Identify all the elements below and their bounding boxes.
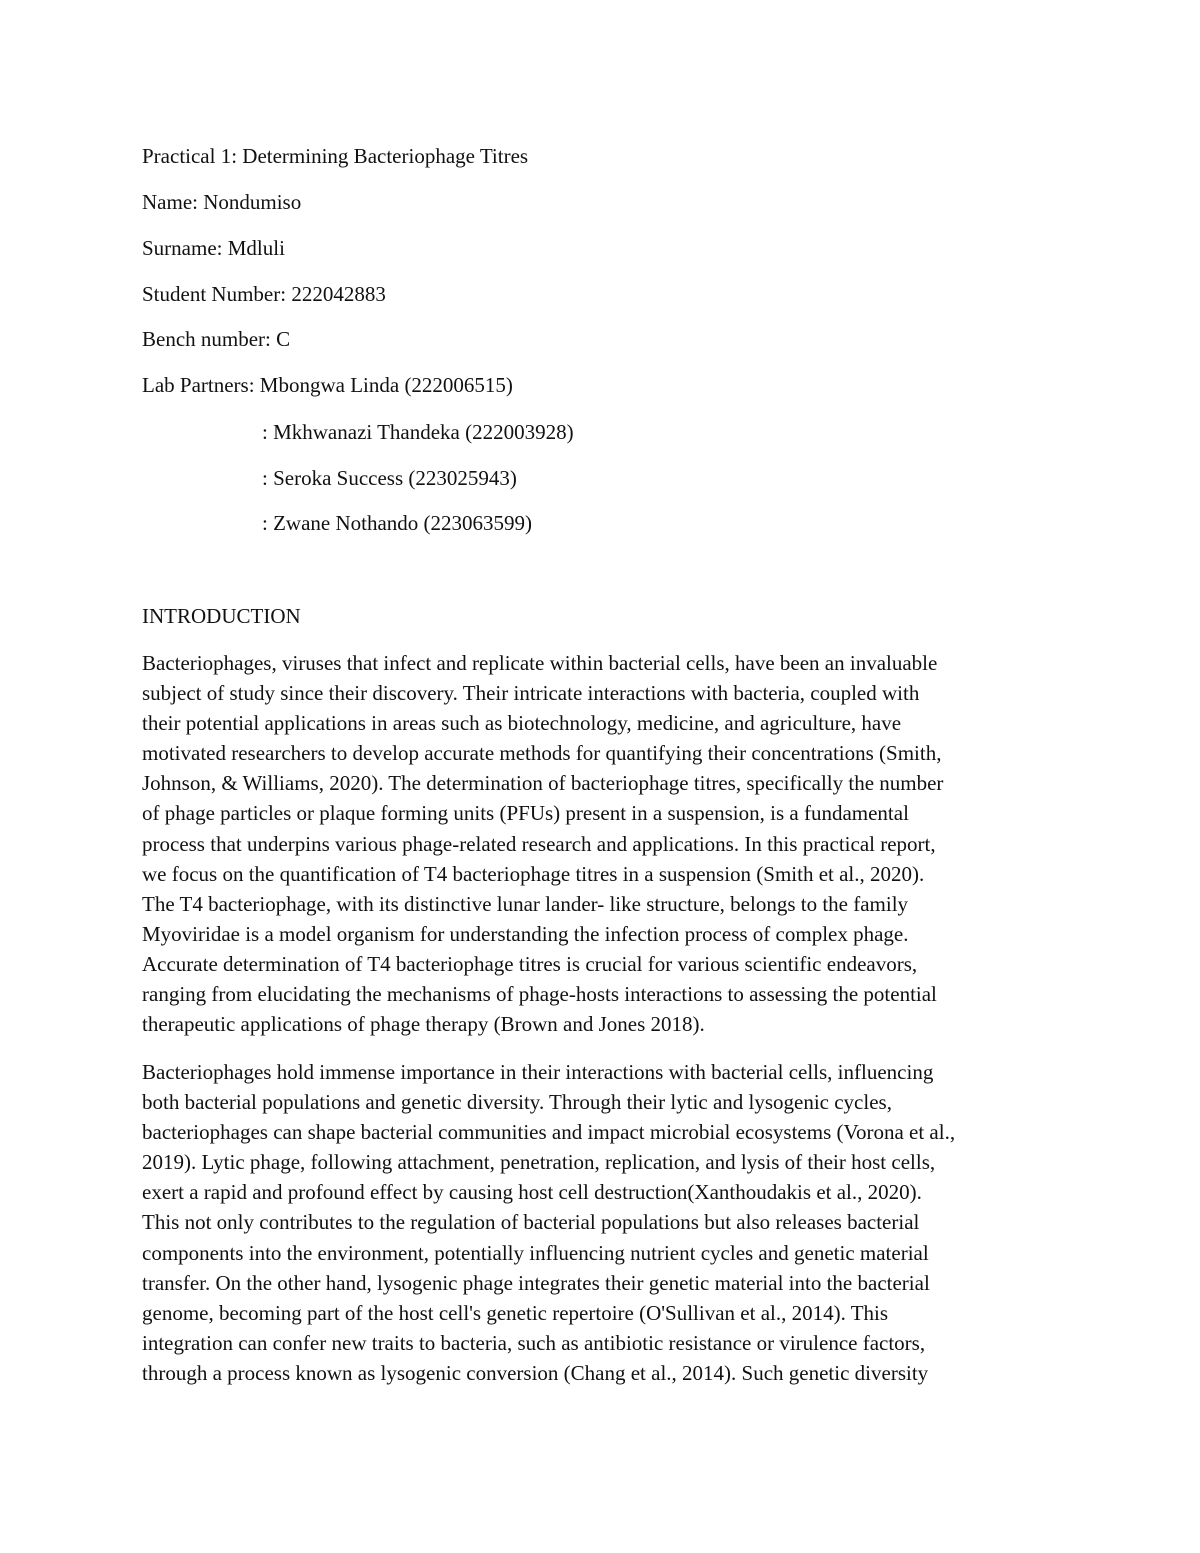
paragraph-line: components into the environment, potentially influencing nutrient cycles and genetic material bbox=[142, 1240, 929, 1265]
bench-number: Bench number: C bbox=[142, 327, 291, 351]
paragraph-line: transfer. On the other hand, lysogenic phage integrates their genetic material into the bacterial bbox=[142, 1270, 930, 1295]
lab-partners: Lab Partners: Mbongwa Linda (222006515) bbox=[142, 373, 513, 397]
lab-partner-line: : Mkhwanazi Thandeka (222003928) bbox=[262, 420, 574, 444]
student-number: Student Number: 222042883 bbox=[142, 282, 386, 306]
paragraph-line: their potential applications in areas such as biotechnology, medicine, and agriculture, have bbox=[142, 711, 902, 736]
lab-partner-line: : Seroka Success (223025943) bbox=[262, 466, 517, 490]
paragraph-line: both bacterial populations and genetic diversity. Through their lytic and lysogenic cycles, bbox=[142, 1090, 892, 1115]
paragraph-line: motivated researchers to develop accurate methods for quantifying their concentrations (Smith, bbox=[142, 741, 942, 766]
introduction-heading: INTRODUCTION bbox=[142, 604, 301, 628]
paragraph-line: Accurate determination of T4 bacteriophage titres is crucial for various scientific endeavors, bbox=[142, 951, 918, 976]
student-name: Name: Nondumiso bbox=[142, 190, 302, 214]
paragraph-line: integration can confer new traits to bacteria, such as antibiotic resistance or virulence factors, bbox=[142, 1330, 926, 1355]
paragraph-line: genome, becoming part of the host cell's genetic repertoire (O'Sullivan et al., 2014). This bbox=[142, 1300, 889, 1325]
paragraph-line: This not only contributes to the regulation of bacterial populations but also releases bacterial bbox=[142, 1210, 920, 1235]
paragraph-line: ranging from elucidating the mechanisms of phage-hosts interactions to assessing the potential bbox=[142, 982, 937, 1007]
paragraph-line: through a process known as lysogenic conversion (Chang et al., 2014). Such genetic diversity bbox=[142, 1360, 929, 1385]
paragraph-line: of phage particles or plaque forming units (PFUs) present in a suspension, is a fundamental bbox=[142, 801, 909, 826]
paragraph-line: exert a rapid and profound effect by causing host cell destruction(Xanthoudakis et al., 2020). bbox=[142, 1180, 922, 1205]
paragraph-line: we focus on the quantification of T4 bacteriophage titres in a suspension (Smith et al., 2020). bbox=[142, 861, 925, 886]
student-surname: Surname: Mdluli bbox=[142, 236, 285, 260]
paragraph-line: The T4 bacteriophage, with its distinctive lunar lander- like structure, belongs to the family bbox=[142, 891, 909, 916]
paragraph-line: 2019). Lytic phage, following attachment, penetration, replication, and lysis of their host cells, bbox=[142, 1150, 936, 1175]
intro-paragraph-2 bbox=[142, 1057, 1042, 1388]
lab-partner-line: : Zwane Nothando (223063599) bbox=[262, 511, 533, 535]
paragraph-line: subject of study since their discovery. Their intricate interactions with bacteria, coupled with bbox=[142, 681, 920, 706]
paragraph-line: Johnson, & Williams, 2020). The determination of bacteriophage titres, specifically the number bbox=[142, 771, 944, 796]
intro-paragraph-1 bbox=[142, 648, 1042, 1039]
paragraph-line: Myoviridae is a model organism for understanding the infection process of complex phage. bbox=[142, 921, 909, 946]
practical-title: Practical 1: Determining Bacteriophage Titres bbox=[142, 144, 529, 168]
paragraph-line: bacteriophages can shape bacterial communities and impact microbial ecosystems (Vorona et al., bbox=[142, 1120, 956, 1145]
paragraph-line: Bacteriophages, viruses that infect and replicate within bacterial cells, have been an invaluable bbox=[142, 651, 938, 675]
paragraph-line: Bacteriophages hold immense importance in their interactions with bacterial cells, influencing bbox=[142, 1060, 934, 1084]
paragraph-line: therapeutic applications of phage therapy (Brown and Jones 2018). bbox=[142, 1012, 705, 1037]
paragraph-line: process that underpins various phage-related research and applications. In this practical report, bbox=[142, 831, 936, 856]
